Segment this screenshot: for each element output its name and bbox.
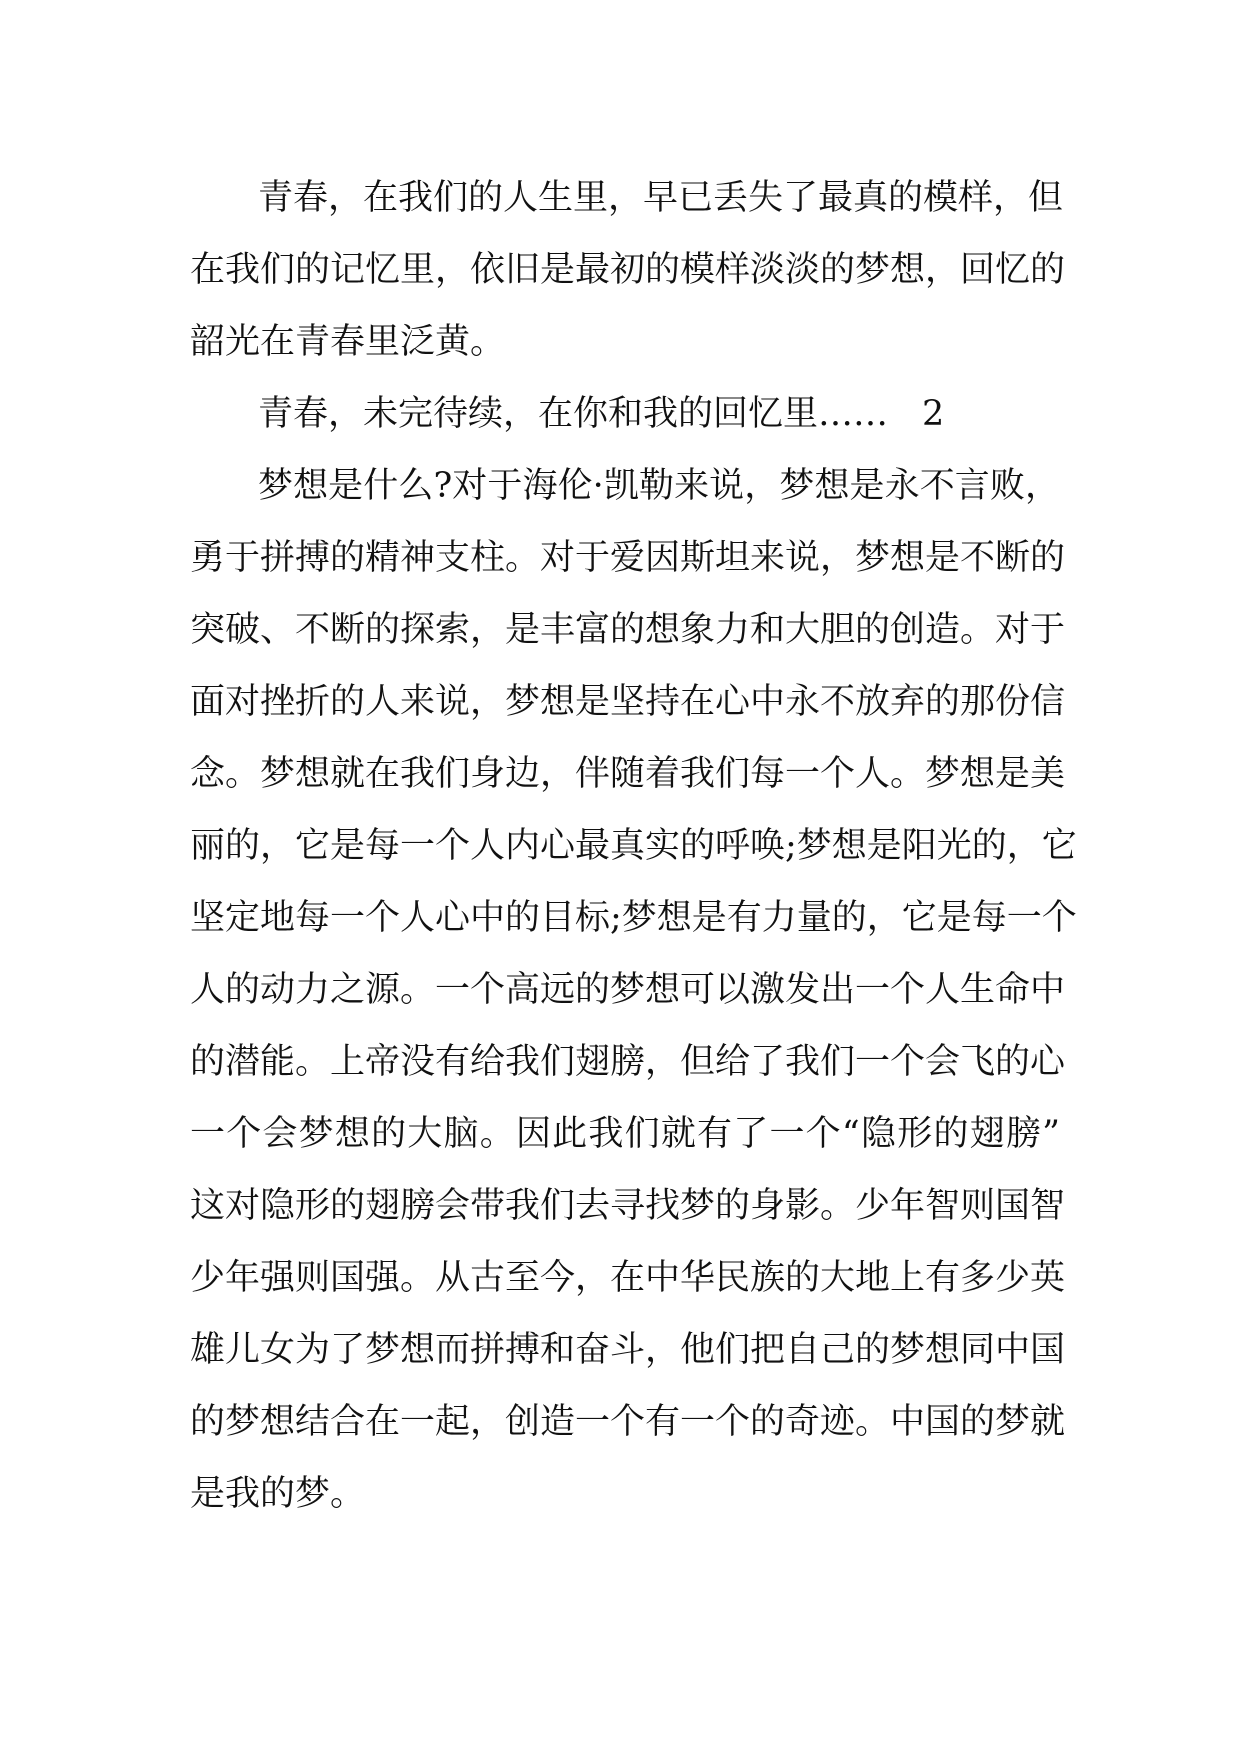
- paragraph-3-line-6: 丽的，它是每一个人内心最真实的呼唤;梦想是阳光的，它: [190, 826, 1077, 866]
- paragraph-3-line-5: 念。梦想就在我们身边，伴随着我们每一个人。梦想是美: [190, 754, 1066, 794]
- paragraph-3-line-2: 勇于拼搏的精神支柱。对于爱因斯坦来说，梦想是不断的: [190, 538, 1066, 578]
- paragraph-3-line-8: 人的动力之源。一个高远的梦想可以激发出一个人生命中: [190, 970, 1066, 1010]
- paragraph-3-line-11: 这对隐形的翅膀会带我们去寻找梦的身影。少年智则国智: [190, 1186, 1066, 1226]
- section-number: 2: [922, 394, 945, 434]
- paragraph-1-line-2: 在我们的记忆里，依旧是最初的模样淡淡的梦想，回忆的: [190, 250, 1066, 290]
- paragraph-3-line-14: 的梦想结合在一起，创造一个有一个的奇迹。中国的梦就: [190, 1402, 1066, 1442]
- paragraph-3-line-4: 面对挫折的人来说，梦想是坚持在心中永不放弃的那份信: [190, 682, 1066, 722]
- paragraph-3-line-10: 一个会梦想的大脑。因此我们就有了一个“隐形的翅膀”: [190, 1114, 1060, 1154]
- paragraph-2-line-1: 青春，未完待续，在你和我的回忆里……: [258, 394, 889, 434]
- paragraph-3-line-3: 突破、不断的探索，是丰富的想象力和大胆的创造。对于: [190, 610, 1066, 650]
- paragraph-1-line-1: 青春，在我们的人生里，早已丢失了最真的模样，但: [258, 178, 1064, 218]
- paragraph-3-line-15: 是我的梦。: [190, 1474, 366, 1514]
- paragraph-3-line-7: 坚定地每一个人心中的目标;梦想是有力量的，它是每一个: [190, 898, 1077, 938]
- paragraph-3-line-9: 的潜能。上帝没有给我们翅膀，但给了我们一个会飞的心: [190, 1042, 1066, 1082]
- paragraph-3-line-1: 梦想是什么?对于海伦·凯勒来说，梦想是永不言败，: [258, 466, 1060, 506]
- paragraph-3-line-13: 雄儿女为了梦想而拼搏和奋斗，他们把自己的梦想同中国: [190, 1330, 1066, 1370]
- paragraph-1-line-3: 韶光在青春里泛黄。: [190, 322, 506, 362]
- paragraph-3-line-12: 少年强则国强。从古至今，在中华民族的大地上有多少英: [190, 1258, 1066, 1298]
